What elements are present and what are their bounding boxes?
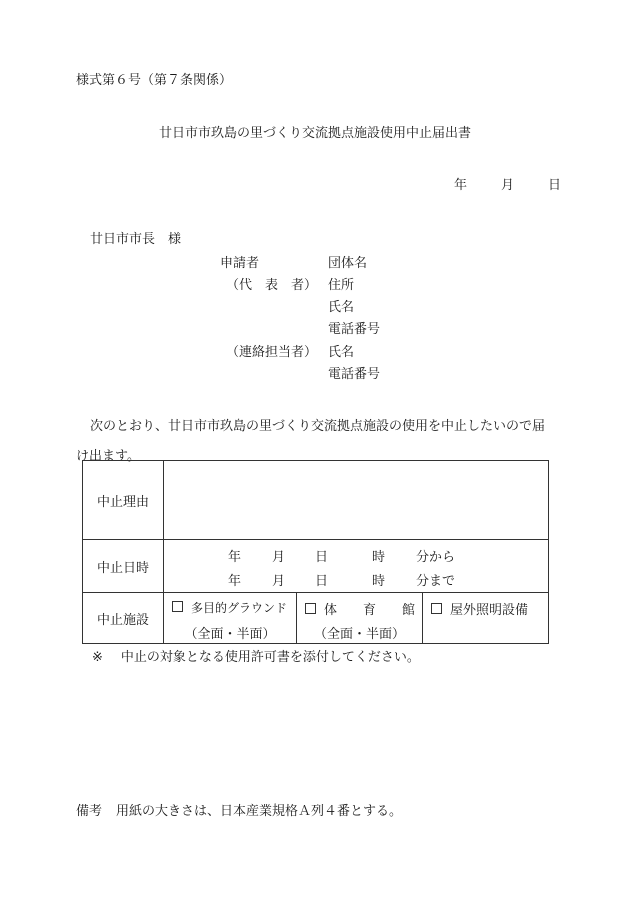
datetime-label: 中止日時 [83,540,164,593]
facility-option-ground[interactable] [164,593,296,643]
datetime-from-line [164,542,548,566]
facility-name: 屋外照明設備 [450,603,529,618]
attachment-note-text: 中止の対象となる使用許可書を添付してください。 [120,650,420,665]
from-month: 月 [272,550,286,565]
until-minute: 分まで [416,574,456,589]
note-mark-icon: ※ [92,650,103,665]
until-year: 年 [228,574,242,589]
facility-cell [164,593,549,644]
until-hour: 時 [372,574,386,589]
facility-option-lighting[interactable] [422,593,548,643]
reason-input-cell[interactable] [164,461,549,540]
field-name: 氏名 [328,300,355,315]
field-address: 住所 [328,278,355,293]
until-month: 月 [272,574,286,589]
datetime-until-line [164,566,548,590]
checkbox-icon[interactable] [172,601,183,612]
facility-option-gym[interactable] [296,593,422,643]
datetime-cell[interactable] [164,540,549,593]
from-year: 年 [228,550,242,565]
attachment-note [92,650,420,666]
addressee: 廿日市市長 様 [90,232,182,247]
facility-option: （全面・半面） [184,627,276,642]
date-day: 日 [548,178,562,193]
field-group-name: 団体名 [328,256,368,271]
remarks [76,804,402,820]
from-day: 日 [315,550,329,565]
facility-name: 体 育 館 [324,603,416,618]
date-line [454,178,561,194]
reason-label: 中止理由 [83,461,164,540]
field-contact-phone: 電話番号 [328,367,381,382]
date-month: 月 [501,178,515,193]
until-day: 日 [315,574,329,589]
checkbox-icon[interactable] [305,603,316,614]
datetime-row [83,540,549,593]
facility-name: 多目的グラウンド [191,601,288,615]
contact-label: （連絡担当者） [226,345,318,360]
facility-option: （全面・半面） [313,627,405,642]
facility-label: 中止施設 [83,593,164,644]
facility-row [83,593,549,644]
form-number: 様式第６号（第７条関係） [76,73,233,88]
remarks-text: 用紙の大きさは、日本産業規格Ａ列４番とする。 [116,804,403,819]
document-title: 廿日市市玖島の里づくり交流拠点施設使用中止届出書 [158,126,471,141]
from-minute: 分から [416,550,456,565]
from-hour: 時 [372,550,386,565]
applicant-label: 申請者 [220,256,260,271]
remarks-label: 備考 [76,804,103,819]
field-contact-name: 氏名 [328,345,355,360]
representative-label: （代 表 者） [226,278,318,293]
stop-request-table [82,460,549,644]
date-year: 年 [454,178,468,193]
body-text-content: 次のとおり、廿日市市玖島の里づくり交流拠点施設の使用を中止したいので届け出ます。 [76,419,546,464]
checkbox-icon[interactable] [431,603,442,614]
field-phone: 電話番号 [328,322,381,337]
reason-row [83,461,549,540]
